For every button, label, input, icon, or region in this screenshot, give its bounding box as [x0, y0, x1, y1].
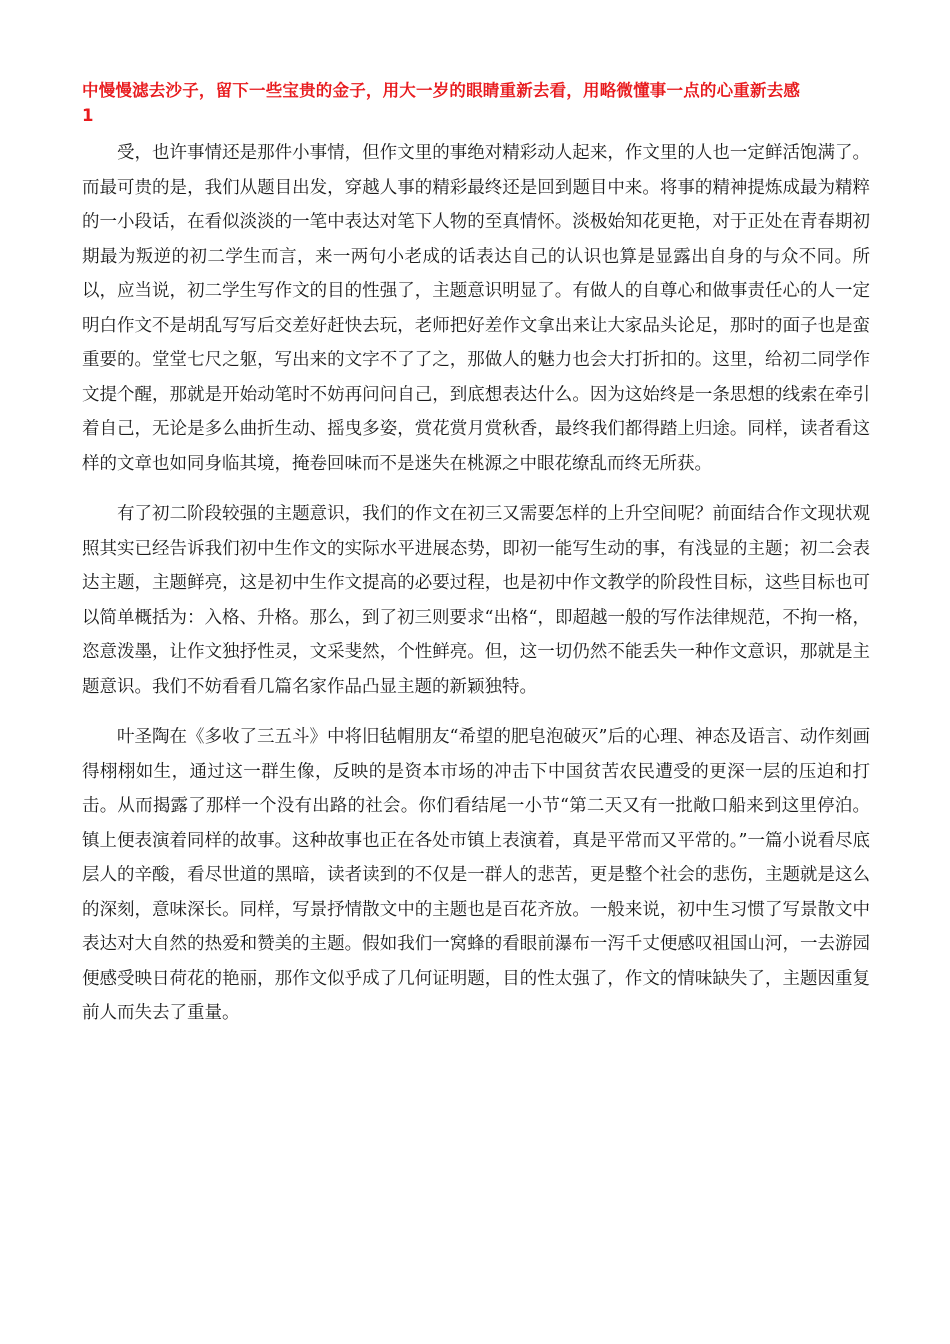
document-body [82, 136, 870, 1047]
paragraph-3: 叶圣陶在《多收了三五斗》中将旧毡帽朋友“希望的肥皂泡破灭”后的心理、神态及语言、动作刻画得栩栩如生，通过这一群生像，反映的是资本市场的冲击下中国贫苦农民遭受的更深一层的压迫和打击。从而揭露了那样一个没有出路的社会。你们看结尾一小节“第二天又有一批敞口船来到这里停泊。镇上便表演着同样的故事。这种故事也正在各处市镇上表演着，真是平常而又平常的。”一篇小说看尽底层人的辛酸，看尽世道的黑暗，读者读到的不仅是一群人的悲苦，更是整个社会的悲伤，主题就是这么的深刻，意味深长。同样，写景抒情散文中的主题也是百花齐放。一般来说，初中生习惯了写景散文中表达对大自然的热爱和赞美的主题。假如我们一窝蜂的看眼前瀑布一泻千丈便感叹祖国山河，一去游园便感受映日荷花的艳丽，那作文似乎成了几何证明题，目的性太强了，作文的情味缺失了，主题因重复前人而失去了重量。 [82, 727, 870, 1023]
paragraph-1: 受，也许事情还是那件小事情，但作文里的事绝对精彩动人起来，作文里的人也一定鲜活饱满了。而最可贵的是，我们从题目出发，穿越人事的精彩最终还是回到题目中来。将事的精神提炼成最为精粹的一小段话，在看似淡淡的一笔中表达对笔下人物的至真情怀。淡极始知花更艳，对于正处在青春期初期最为叛逆的初二学生而言，来一两句小老成的话表达自己的认识也算是显露出自身的与众不同。所以，应当说，初二学生写作文的目的性强了，主题意识明显了。有做人的自尊心和做事责任心的人一定明白作文不是胡乱写写后交差好赶快去玩，老师把好差作文拿出来让大家品头论足，那时的面子也是蛮重要的。堂堂七尺之躯，写出来的文字不了了之，那做人的魅力也会大打折扣的。这里，给初二同学作文提个醒，那就是开始动笔时不妨再问问自己，到底想表达什么。因为这始终是一条思想的线索在牵引着自己，无论是多么曲折生动、摇曳多姿，赏花赏月赏秋香，最终我们都得踏上归途。同样，读者看这样的文章也如同身临其境，掩卷回味而不是迷失在桃源之中眼花缭乱而终无所获。 [82, 143, 870, 474]
heading-text: 中慢慢滤去沙子，留下一些宝贵的金子，用大一岁的眼睛重新去看，用略微懂事一点的心重新去感 [82, 81, 801, 100]
heading-page-number: 1 [82, 106, 94, 125]
paragraph-2: 有了初二阶段较强的主题意识，我们的作文在初三又需要怎样的上升空间呢？前面结合作文现状观照其实已经告诉我们初中生作文的实际水平进展态势，即初一能写生动的事，有浅显的主题；初二会表达主题，主题鲜亮，这是初中生作文提高的必要过程，也是初中作文教学的阶段性目标，这些目标也可以简单概括为：入格、升格。那么，到了初三则要求“出格“，即超越一般的写作法律规范，不拘一格，恣意泼墨，让作文独抒性灵，文采斐然，个性鲜亮。但，这一切仍然不能丢失一种作文意识，那就是主题意识。我们不妨看看几篇名家作品凸显主题的新颖独特。 [82, 504, 870, 697]
highlighted-heading [82, 78, 882, 128]
